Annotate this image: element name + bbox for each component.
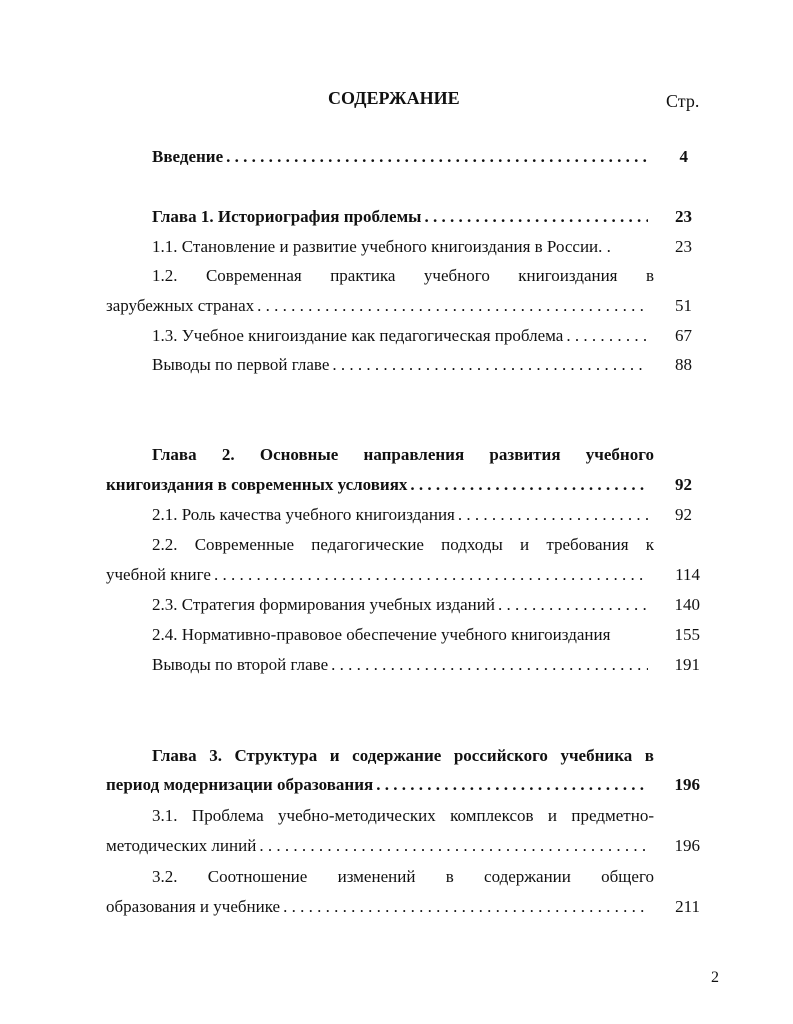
toc-page-number: 23 (675, 207, 692, 226)
toc-entry-text: Выводы по второй главе (152, 655, 329, 674)
toc-section-1-1[interactable]: 1.1. Становление и развитие учебного книгоиздания в России. . (152, 237, 611, 256)
page-title: СОДЕРЖАНИЕ (328, 88, 460, 108)
toc-chapter-3[interactable]: Глава 3. Структура и содержание российского учебника в (152, 746, 654, 765)
toc-chapter-2-cont[interactable] (106, 475, 648, 497)
toc-entry-text: Введение (152, 147, 224, 166)
toc-entry-text: зарубежных странах (106, 296, 255, 315)
toc-entry-text: 2.3. Стратегия формирования учебных изданий (152, 595, 495, 614)
toc-section-3-1[interactable]: 3.1. Проблема учебно-методических комплексов и предметно- (152, 806, 654, 825)
toc-page-number: 92 (675, 505, 692, 524)
toc-section-1-3[interactable] (152, 326, 648, 348)
toc-page-number: 196 (674, 836, 700, 855)
toc-page-number: 67 (675, 326, 692, 345)
toc-section-3-1-cont[interactable] (106, 836, 648, 858)
toc-chapter-1[interactable] (152, 207, 648, 229)
toc-page-number: 191 (674, 655, 700, 674)
toc-section-1-2-cont[interactable] (106, 296, 648, 318)
toc-page-number: 196 (674, 775, 700, 794)
toc-entry-text: методических линий (106, 836, 257, 855)
toc-conclusions-1[interactable] (152, 355, 648, 377)
toc-chapter-title: период модернизации образования (106, 775, 374, 794)
toc-page-number: 4 (679, 147, 688, 166)
toc-entry-text: образования и учебнике (106, 897, 281, 916)
toc-chapter-2[interactable]: Глава 2. Основные направления развития учебного (152, 445, 654, 464)
toc-section-2-3[interactable] (152, 595, 648, 617)
toc-page-number: 92 (675, 475, 692, 494)
toc-section-1-2[interactable]: 1.2. Современная практика учебного книгоиздания в (152, 266, 654, 285)
toc-page-number: 23 (675, 237, 692, 256)
toc-section-2-2-cont[interactable] (106, 565, 648, 587)
toc-page-number: 114 (675, 565, 700, 584)
toc-conclusions-2[interactable] (152, 655, 648, 677)
toc-entry-text: учебной книге (106, 565, 211, 584)
toc-page-number: 51 (675, 296, 692, 315)
toc-section-3-2-cont[interactable] (106, 897, 648, 919)
toc-page-number: 155 (674, 625, 700, 644)
toc-entry-intro[interactable] (152, 147, 648, 169)
toc-page-number: 88 (675, 355, 692, 374)
toc-section-2-2[interactable]: 2.2. Современные педагогические подходы и требования к (152, 535, 654, 554)
toc-section-3-2[interactable]: 3.2. Соотношение изменений в содержании общего (152, 867, 654, 886)
toc-page-number: 211 (675, 897, 700, 916)
toc-section-2-4[interactable]: 2.4. Нормативно-правовое обеспечение учебного книгоиздания (152, 625, 611, 644)
toc-page-number: 140 (674, 595, 700, 614)
toc-chapter-title: Глава 1. Историография проблемы (152, 207, 422, 226)
page-number: 2 (711, 969, 719, 986)
toc-entry-text: 1.3. Учебное книгоиздание как педагогическая проблема (152, 326, 564, 345)
toc-chapter-title: книгоиздания в современных условиях (106, 475, 408, 494)
toc-entry-text: Выводы по первой главе (152, 355, 330, 374)
toc-section-2-1[interactable] (152, 505, 648, 527)
page-column-label: Стр. (666, 91, 700, 111)
toc-chapter-3-cont[interactable] (106, 775, 648, 797)
toc-entry-text: 2.1. Роль качества учебного книгоиздания (152, 505, 455, 524)
